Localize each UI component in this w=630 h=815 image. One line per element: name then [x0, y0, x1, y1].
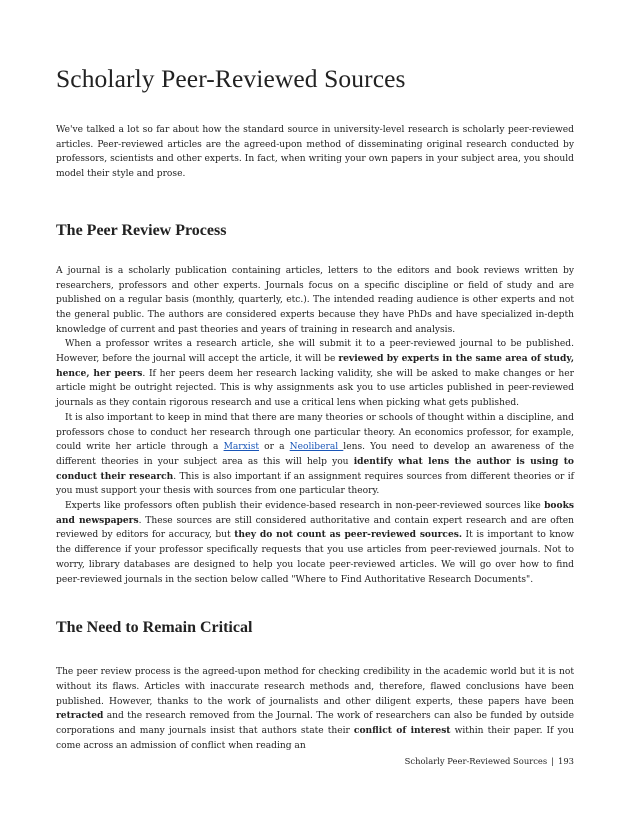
marxist-link[interactable]: Marxist: [223, 442, 260, 453]
bold-conflict-of-interest: conflict of interest: [353, 725, 451, 737]
bold-books-newspapers: books and newspapers: [56, 500, 574, 526]
page-footer: [405, 756, 574, 766]
intro-paragraph: We've talked a lot so far about how the standard source in university-level research is scholarly peer-reviewed articles. Peer-reviewed articles are the agreed-upon method of disseminating original research conducted by professors, scientists and other experts. In fact, when writing your own papers in your subject area, you should model their style and prose.: [56, 125, 574, 180]
section-heading-peer-review-process: The Peer Review Process: [56, 221, 227, 239]
bold-retracted: retracted: [56, 710, 104, 722]
page-title: Scholarly Peer-Reviewed Sources: [56, 64, 406, 93]
paragraph-journal-definition: A journal is a scholarly publication containing articles, letters to the editors and book reviews written by researchers, professors and other experts. Journals focus on a specific discipline or field of study and are published on a regular basis (monthly, quarterly, etc.). The intended reading audience is other experts and not the general public. The authors are considered experts because they have PhDs and have specialized in-depth knowledge of current and past theories and years of training in research and analysis.: [56, 265, 574, 335]
paragraph-theories: It is also important to keep in mind that there are many theories or schools of thought within a discipline, and professors chose to conduct her research through one particular theory. An economics professor, for example, could write her article through a Marxist or a Neoliberal lens. You need to develop an awareness of the different theories in your subject area as this will help you identify what lens the author is using to conduct their research. This is also important if an assignment requires sources from different theories or if you must support your thesis with sources from one particular theory.: [56, 412, 574, 497]
document-page: [56, 64, 574, 754]
paragraph-critical: The peer review process is the agreed-upon method for checking credibility in the academic world but it is not without its flaws. Articles with inaccurate research methods and, therefore, flawed conclusions have been published. However, thanks to the work of journalists and other diligent experts, these papers have been retracted and the research removed from the Journal. The work of researchers can also be funded by outside corporations and many journals insist that authors state their conflict of interest within their paper. If you come across an admission of conflict when reading an: [56, 667, 574, 751]
bold-peer-review-emphasis: reviewed by experts in the same area of study, hence, her peers: [56, 353, 574, 379]
paragraph-non-peer-reviewed: Experts like professors often publish their evidence-based research in non-peer-reviewed sources like books and newspapers. These sources are still considered authoritative and contain expert research and are often reviewed by editors for accuracy, but they do not count as peer-reviewed sources. It is important to know the difference if your professor specifically requests that you use articles from peer-reviewed journals. Not to worry, library databases are designed to help you locate peer-reviewed articles. We will go over how to find peer-reviewed journals in the section below called "Where to Find Authoritative Research Documents".: [56, 500, 575, 585]
neoliberal-link[interactable]: Neoliberal: [289, 442, 344, 453]
footer-separator: |: [551, 756, 554, 766]
footer-chapter-title: Scholarly Peer-Reviewed Sources: [404, 756, 548, 766]
paragraph-submission: When a professor writes a research article, she will submit it to a peer-reviewed journal to be published. However, before the journal will accept the article, it will be reviewed by experts in the same area of study, hence, her peers. If her peers deem her research lacking validity, she will be asked to make changes or her article might be outright rejected. This is why assignments ask you to use articles published in peer-reviewed journals as they contain rigorous research and use a critical lens when picking what gets published.: [56, 339, 575, 409]
footer-page-number: 193: [558, 756, 574, 766]
bold-not-peer-reviewed: they do not count as peer-reviewed sources.: [234, 529, 463, 541]
bold-identify-lens: identify what lens the author is using to conduct their research: [56, 455, 574, 482]
section-heading-remain-critical: The Need to Remain Critical: [56, 619, 253, 637]
